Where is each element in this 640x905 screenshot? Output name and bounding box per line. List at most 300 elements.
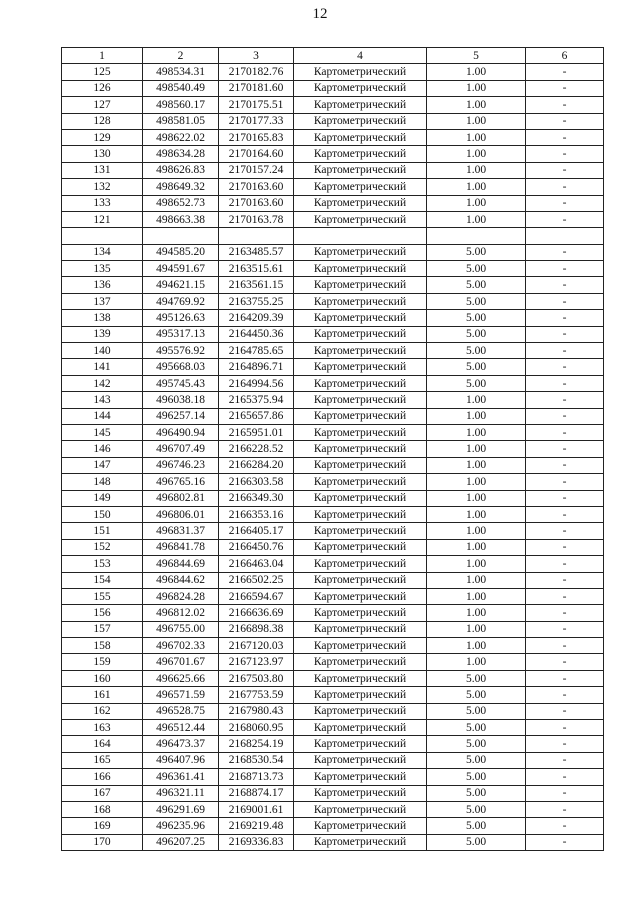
method-cell: Картометрический [294, 572, 427, 588]
accuracy-cell: 5.00 [427, 703, 526, 719]
description-cell: - [526, 588, 604, 604]
method-cell: Картометрический [294, 539, 427, 555]
accuracy-cell: 1.00 [427, 474, 526, 490]
description-cell: - [526, 211, 604, 227]
y-coordinate-cell: 2170182.76 [219, 64, 294, 80]
method-cell: Картометрический [294, 801, 427, 817]
x-coordinate-cell: 496528.75 [143, 703, 219, 719]
point-number-cell: 127 [62, 97, 143, 113]
method-cell: Картометрический [294, 211, 427, 227]
y-coordinate-cell: 2166405.17 [219, 523, 294, 539]
accuracy-cell: 1.00 [427, 392, 526, 408]
point-number-cell: 149 [62, 490, 143, 506]
method-cell: Картометрический [294, 834, 427, 850]
point-number-cell: 170 [62, 834, 143, 850]
accuracy-cell: 5.00 [427, 720, 526, 736]
table-row [62, 605, 604, 621]
description-cell: - [526, 343, 604, 359]
description-cell: - [526, 490, 604, 506]
table-row [62, 588, 604, 604]
x-coordinate-cell: 496844.69 [143, 556, 219, 572]
accuracy-cell: 1.00 [427, 424, 526, 440]
table-row [62, 64, 604, 80]
point-number-cell: 153 [62, 556, 143, 572]
description-cell: - [526, 113, 604, 129]
accuracy-cell: 5.00 [427, 687, 526, 703]
y-coordinate-cell: 2167980.43 [219, 703, 294, 719]
y-coordinate-cell: 2170163.60 [219, 179, 294, 195]
method-cell: Картометрический [294, 64, 427, 80]
method-cell: Картометрический [294, 523, 427, 539]
table-row [62, 703, 604, 719]
accuracy-cell: 5.00 [427, 244, 526, 260]
y-coordinate-cell: 2165657.86 [219, 408, 294, 424]
table-row [62, 441, 604, 457]
point-number-cell: 162 [62, 703, 143, 719]
y-coordinate-cell: 2170163.60 [219, 195, 294, 211]
x-coordinate-cell [143, 228, 219, 244]
point-number-cell: 158 [62, 638, 143, 654]
description-cell: - [526, 506, 604, 522]
point-number-cell: 141 [62, 359, 143, 375]
table-row [62, 146, 604, 162]
table-row [62, 572, 604, 588]
y-coordinate-cell: 2167753.59 [219, 687, 294, 703]
table-row [62, 424, 604, 440]
accuracy-cell: 1.00 [427, 195, 526, 211]
x-coordinate-cell: 498626.83 [143, 162, 219, 178]
description-cell: - [526, 572, 604, 588]
table-row [62, 506, 604, 522]
x-coordinate-cell: 496473.37 [143, 736, 219, 752]
table-row [62, 359, 604, 375]
point-number-cell: 166 [62, 769, 143, 785]
x-coordinate-cell: 496038.18 [143, 392, 219, 408]
description-cell: - [526, 310, 604, 326]
column-header: 6 [526, 48, 604, 64]
point-number-cell: 152 [62, 539, 143, 555]
description-cell: - [526, 556, 604, 572]
y-coordinate-cell: 2163755.25 [219, 293, 294, 309]
y-coordinate-cell: 2166636.69 [219, 605, 294, 621]
y-coordinate-cell: 2166463.04 [219, 556, 294, 572]
table-header-row [62, 48, 604, 64]
point-number-cell: 147 [62, 457, 143, 473]
description-cell: - [526, 818, 604, 834]
point-number-cell: 136 [62, 277, 143, 293]
table-body [62, 64, 604, 851]
point-number-cell: 125 [62, 64, 143, 80]
description-cell: - [526, 539, 604, 555]
method-cell: Картометрический [294, 113, 427, 129]
accuracy-cell: 5.00 [427, 343, 526, 359]
point-number-cell: 168 [62, 801, 143, 817]
method-cell: Картометрический [294, 310, 427, 326]
method-cell: Картометрический [294, 638, 427, 654]
accuracy-cell: 1.00 [427, 506, 526, 522]
description-cell: - [526, 769, 604, 785]
y-coordinate-cell: 2167503.80 [219, 670, 294, 686]
y-coordinate-cell: 2169001.61 [219, 801, 294, 817]
method-cell: Картометрический [294, 162, 427, 178]
description-cell: - [526, 752, 604, 768]
point-number-cell: 167 [62, 785, 143, 801]
method-cell: Картометрический [294, 359, 427, 375]
x-coordinate-cell: 496802.81 [143, 490, 219, 506]
column-header: 2 [143, 48, 219, 64]
method-cell: Картометрический [294, 129, 427, 145]
y-coordinate-cell: 2165951.01 [219, 424, 294, 440]
description-cell: - [526, 277, 604, 293]
x-coordinate-cell: 494591.67 [143, 261, 219, 277]
method-cell: Картометрический [294, 818, 427, 834]
accuracy-cell: 1.00 [427, 539, 526, 555]
method-cell: Картометрический [294, 506, 427, 522]
point-number-cell: 161 [62, 687, 143, 703]
table-row [62, 195, 604, 211]
point-number-cell: 128 [62, 113, 143, 129]
accuracy-cell: 1.00 [427, 211, 526, 227]
table-row [62, 638, 604, 654]
description-cell: - [526, 834, 604, 850]
y-coordinate-cell: 2169336.83 [219, 834, 294, 850]
method-cell: Картометрический [294, 97, 427, 113]
accuracy-cell: 1.00 [427, 408, 526, 424]
table-row [62, 228, 604, 244]
x-coordinate-cell: 498534.31 [143, 64, 219, 80]
method-cell: Картометрический [294, 80, 427, 96]
table-row [62, 326, 604, 342]
description-cell: - [526, 359, 604, 375]
description-cell: - [526, 785, 604, 801]
accuracy-cell: 5.00 [427, 375, 526, 391]
point-number-cell: 160 [62, 670, 143, 686]
point-number-cell: 156 [62, 605, 143, 621]
table-row [62, 343, 604, 359]
x-coordinate-cell: 498622.02 [143, 129, 219, 145]
x-coordinate-cell: 496702.33 [143, 638, 219, 654]
y-coordinate-cell: 2166450.76 [219, 539, 294, 555]
accuracy-cell: 5.00 [427, 359, 526, 375]
accuracy-cell: 5.00 [427, 785, 526, 801]
y-coordinate-cell: 2170165.83 [219, 129, 294, 145]
table-row [62, 129, 604, 145]
x-coordinate-cell: 496765.16 [143, 474, 219, 490]
accuracy-cell: 5.00 [427, 277, 526, 293]
point-number-cell: 134 [62, 244, 143, 260]
method-cell: Картометрический [294, 670, 427, 686]
accuracy-cell: 1.00 [427, 654, 526, 670]
method-cell: Картометрический [294, 179, 427, 195]
x-coordinate-cell: 495317.13 [143, 326, 219, 342]
method-cell: Картометрический [294, 556, 427, 572]
method-cell: Картометрический [294, 490, 427, 506]
y-coordinate-cell [219, 228, 294, 244]
table-row [62, 179, 604, 195]
description-cell: - [526, 736, 604, 752]
accuracy-cell: 1.00 [427, 490, 526, 506]
accuracy-cell: 1.00 [427, 523, 526, 539]
accuracy-cell: 5.00 [427, 310, 526, 326]
point-number-cell: 126 [62, 80, 143, 96]
point-number-cell: 143 [62, 392, 143, 408]
x-coordinate-cell: 495668.03 [143, 359, 219, 375]
description-cell: - [526, 605, 604, 621]
accuracy-cell: 1.00 [427, 441, 526, 457]
point-number-cell: 165 [62, 752, 143, 768]
x-coordinate-cell: 495576.92 [143, 343, 219, 359]
point-number-cell: 133 [62, 195, 143, 211]
description-cell: - [526, 523, 604, 539]
x-coordinate-cell: 495126.63 [143, 310, 219, 326]
accuracy-cell: 1.00 [427, 179, 526, 195]
table-row [62, 113, 604, 129]
table-row [62, 818, 604, 834]
column-header: 3 [219, 48, 294, 64]
point-number-cell: 131 [62, 162, 143, 178]
y-coordinate-cell: 2164209.39 [219, 310, 294, 326]
method-cell: Картометрический [294, 785, 427, 801]
y-coordinate-cell: 2166594.67 [219, 588, 294, 604]
method-cell: Картометрический [294, 605, 427, 621]
table-row [62, 80, 604, 96]
method-cell: Картометрический [294, 752, 427, 768]
description-cell: - [526, 80, 604, 96]
x-coordinate-cell: 495745.43 [143, 375, 219, 391]
description-cell: - [526, 408, 604, 424]
description-cell: - [526, 97, 604, 113]
x-coordinate-cell: 498560.17 [143, 97, 219, 113]
point-number-cell: 140 [62, 343, 143, 359]
table-row [62, 261, 604, 277]
method-cell: Картометрический [294, 146, 427, 162]
y-coordinate-cell: 2163485.57 [219, 244, 294, 260]
x-coordinate-cell: 498649.32 [143, 179, 219, 195]
page-number: 12 [312, 6, 328, 22]
x-coordinate-cell: 496707.49 [143, 441, 219, 457]
y-coordinate-cell: 2167120.03 [219, 638, 294, 654]
y-coordinate-cell: 2164785.65 [219, 343, 294, 359]
point-number-cell: 157 [62, 621, 143, 637]
method-cell: Картометрический [294, 457, 427, 473]
accuracy-cell: 1.00 [427, 556, 526, 572]
y-coordinate-cell: 2166353.16 [219, 506, 294, 522]
x-coordinate-cell: 496844.62 [143, 572, 219, 588]
description-cell: - [526, 457, 604, 473]
y-coordinate-cell: 2164896.71 [219, 359, 294, 375]
description-cell: - [526, 670, 604, 686]
y-coordinate-cell: 2165375.94 [219, 392, 294, 408]
column-header: 1 [62, 48, 143, 64]
x-coordinate-cell: 498663.38 [143, 211, 219, 227]
y-coordinate-cell: 2170157.24 [219, 162, 294, 178]
point-number-cell: 155 [62, 588, 143, 604]
point-number-cell: 145 [62, 424, 143, 440]
description-cell: - [526, 441, 604, 457]
y-coordinate-cell: 2170164.60 [219, 146, 294, 162]
table-row [62, 736, 604, 752]
x-coordinate-cell: 496407.96 [143, 752, 219, 768]
table-row [62, 834, 604, 850]
point-number-cell: 159 [62, 654, 143, 670]
point-number-cell: 138 [62, 310, 143, 326]
table-row [62, 670, 604, 686]
point-number-cell: 148 [62, 474, 143, 490]
accuracy-cell: 1.00 [427, 146, 526, 162]
column-header: 4 [294, 48, 427, 64]
y-coordinate-cell: 2168713.73 [219, 769, 294, 785]
accuracy-cell: 5.00 [427, 818, 526, 834]
y-coordinate-cell: 2166228.52 [219, 441, 294, 457]
table-row [62, 97, 604, 113]
x-coordinate-cell: 498634.28 [143, 146, 219, 162]
point-number-cell [62, 228, 143, 244]
x-coordinate-cell: 496321.11 [143, 785, 219, 801]
x-coordinate-cell: 496235.96 [143, 818, 219, 834]
y-coordinate-cell: 2170177.33 [219, 113, 294, 129]
accuracy-cell: 5.00 [427, 293, 526, 309]
x-coordinate-cell: 496207.25 [143, 834, 219, 850]
accuracy-cell: 1.00 [427, 80, 526, 96]
method-cell: Картометрический [294, 424, 427, 440]
accuracy-cell: 1.00 [427, 97, 526, 113]
x-coordinate-cell: 498540.49 [143, 80, 219, 96]
accuracy-cell: 1.00 [427, 605, 526, 621]
method-cell: Картометрический [294, 261, 427, 277]
method-cell: Картометрический [294, 687, 427, 703]
description-cell: - [526, 261, 604, 277]
accuracy-cell: 5.00 [427, 752, 526, 768]
x-coordinate-cell: 496841.78 [143, 539, 219, 555]
accuracy-cell: 5.00 [427, 801, 526, 817]
description-cell: - [526, 129, 604, 145]
method-cell: Картометрический [294, 621, 427, 637]
method-cell: Картометрический [294, 736, 427, 752]
y-coordinate-cell: 2163561.15 [219, 277, 294, 293]
accuracy-cell: 1.00 [427, 129, 526, 145]
method-cell: Картометрический [294, 408, 427, 424]
point-number-cell: 169 [62, 818, 143, 834]
table-row [62, 720, 604, 736]
x-coordinate-cell: 494769.92 [143, 293, 219, 309]
point-number-cell: 132 [62, 179, 143, 195]
x-coordinate-cell: 496755.00 [143, 621, 219, 637]
point-number-cell: 139 [62, 326, 143, 342]
accuracy-cell: 5.00 [427, 261, 526, 277]
table-row [62, 687, 604, 703]
table-row [62, 244, 604, 260]
accuracy-cell [427, 228, 526, 244]
table-row [62, 408, 604, 424]
accuracy-cell: 1.00 [427, 638, 526, 654]
description-cell: - [526, 375, 604, 391]
description-cell: - [526, 654, 604, 670]
x-coordinate-cell: 496257.14 [143, 408, 219, 424]
y-coordinate-cell: 2166284.20 [219, 457, 294, 473]
accuracy-cell: 5.00 [427, 736, 526, 752]
table-row [62, 801, 604, 817]
point-number-cell: 142 [62, 375, 143, 391]
y-coordinate-cell: 2170175.51 [219, 97, 294, 113]
description-cell: - [526, 621, 604, 637]
method-cell: Картометрический [294, 277, 427, 293]
description-cell: - [526, 162, 604, 178]
description-cell: - [526, 424, 604, 440]
x-coordinate-cell: 496361.41 [143, 769, 219, 785]
table-row [62, 162, 604, 178]
y-coordinate-cell: 2169219.48 [219, 818, 294, 834]
description-cell: - [526, 474, 604, 490]
accuracy-cell: 1.00 [427, 457, 526, 473]
method-cell: Картометрический [294, 474, 427, 490]
x-coordinate-cell: 496701.67 [143, 654, 219, 670]
accuracy-cell: 1.00 [427, 64, 526, 80]
accuracy-cell: 5.00 [427, 834, 526, 850]
accuracy-cell: 1.00 [427, 588, 526, 604]
x-coordinate-cell: 494621.15 [143, 277, 219, 293]
table-row [62, 277, 604, 293]
table-row [62, 556, 604, 572]
x-coordinate-cell: 496824.28 [143, 588, 219, 604]
table-row [62, 523, 604, 539]
description-cell: - [526, 293, 604, 309]
description-cell: - [526, 179, 604, 195]
y-coordinate-cell: 2164994.56 [219, 375, 294, 391]
table-row [62, 474, 604, 490]
point-number-cell: 150 [62, 506, 143, 522]
accuracy-cell: 1.00 [427, 162, 526, 178]
x-coordinate-cell: 498581.05 [143, 113, 219, 129]
method-cell: Картометрический [294, 343, 427, 359]
description-cell: - [526, 720, 604, 736]
table-row [62, 310, 604, 326]
y-coordinate-cell: 2166502.25 [219, 572, 294, 588]
x-coordinate-cell: 496571.59 [143, 687, 219, 703]
point-number-cell: 130 [62, 146, 143, 162]
x-coordinate-cell: 496625.66 [143, 670, 219, 686]
description-cell: - [526, 244, 604, 260]
point-number-cell: 164 [62, 736, 143, 752]
table-row [62, 539, 604, 555]
point-number-cell: 135 [62, 261, 143, 277]
accuracy-cell: 5.00 [427, 326, 526, 342]
y-coordinate-cell: 2168060.95 [219, 720, 294, 736]
y-coordinate-cell: 2163515.61 [219, 261, 294, 277]
point-number-cell: 137 [62, 293, 143, 309]
y-coordinate-cell: 2168254.19 [219, 736, 294, 752]
method-cell: Картометрический [294, 293, 427, 309]
y-coordinate-cell: 2166303.58 [219, 474, 294, 490]
x-coordinate-cell: 496806.01 [143, 506, 219, 522]
description-cell: - [526, 392, 604, 408]
accuracy-cell: 5.00 [427, 769, 526, 785]
table-row [62, 457, 604, 473]
description-cell: - [526, 703, 604, 719]
x-coordinate-cell: 496831.37 [143, 523, 219, 539]
point-number-cell: 144 [62, 408, 143, 424]
method-cell: Картометрический [294, 244, 427, 260]
method-cell: Картометрический [294, 654, 427, 670]
method-cell: Картометрический [294, 703, 427, 719]
table-row [62, 621, 604, 637]
point-number-cell: 129 [62, 129, 143, 145]
table-row [62, 293, 604, 309]
column-header: 5 [427, 48, 526, 64]
y-coordinate-cell: 2164450.36 [219, 326, 294, 342]
y-coordinate-cell: 2170163.78 [219, 211, 294, 227]
table-row [62, 769, 604, 785]
x-coordinate-cell: 496490.94 [143, 424, 219, 440]
